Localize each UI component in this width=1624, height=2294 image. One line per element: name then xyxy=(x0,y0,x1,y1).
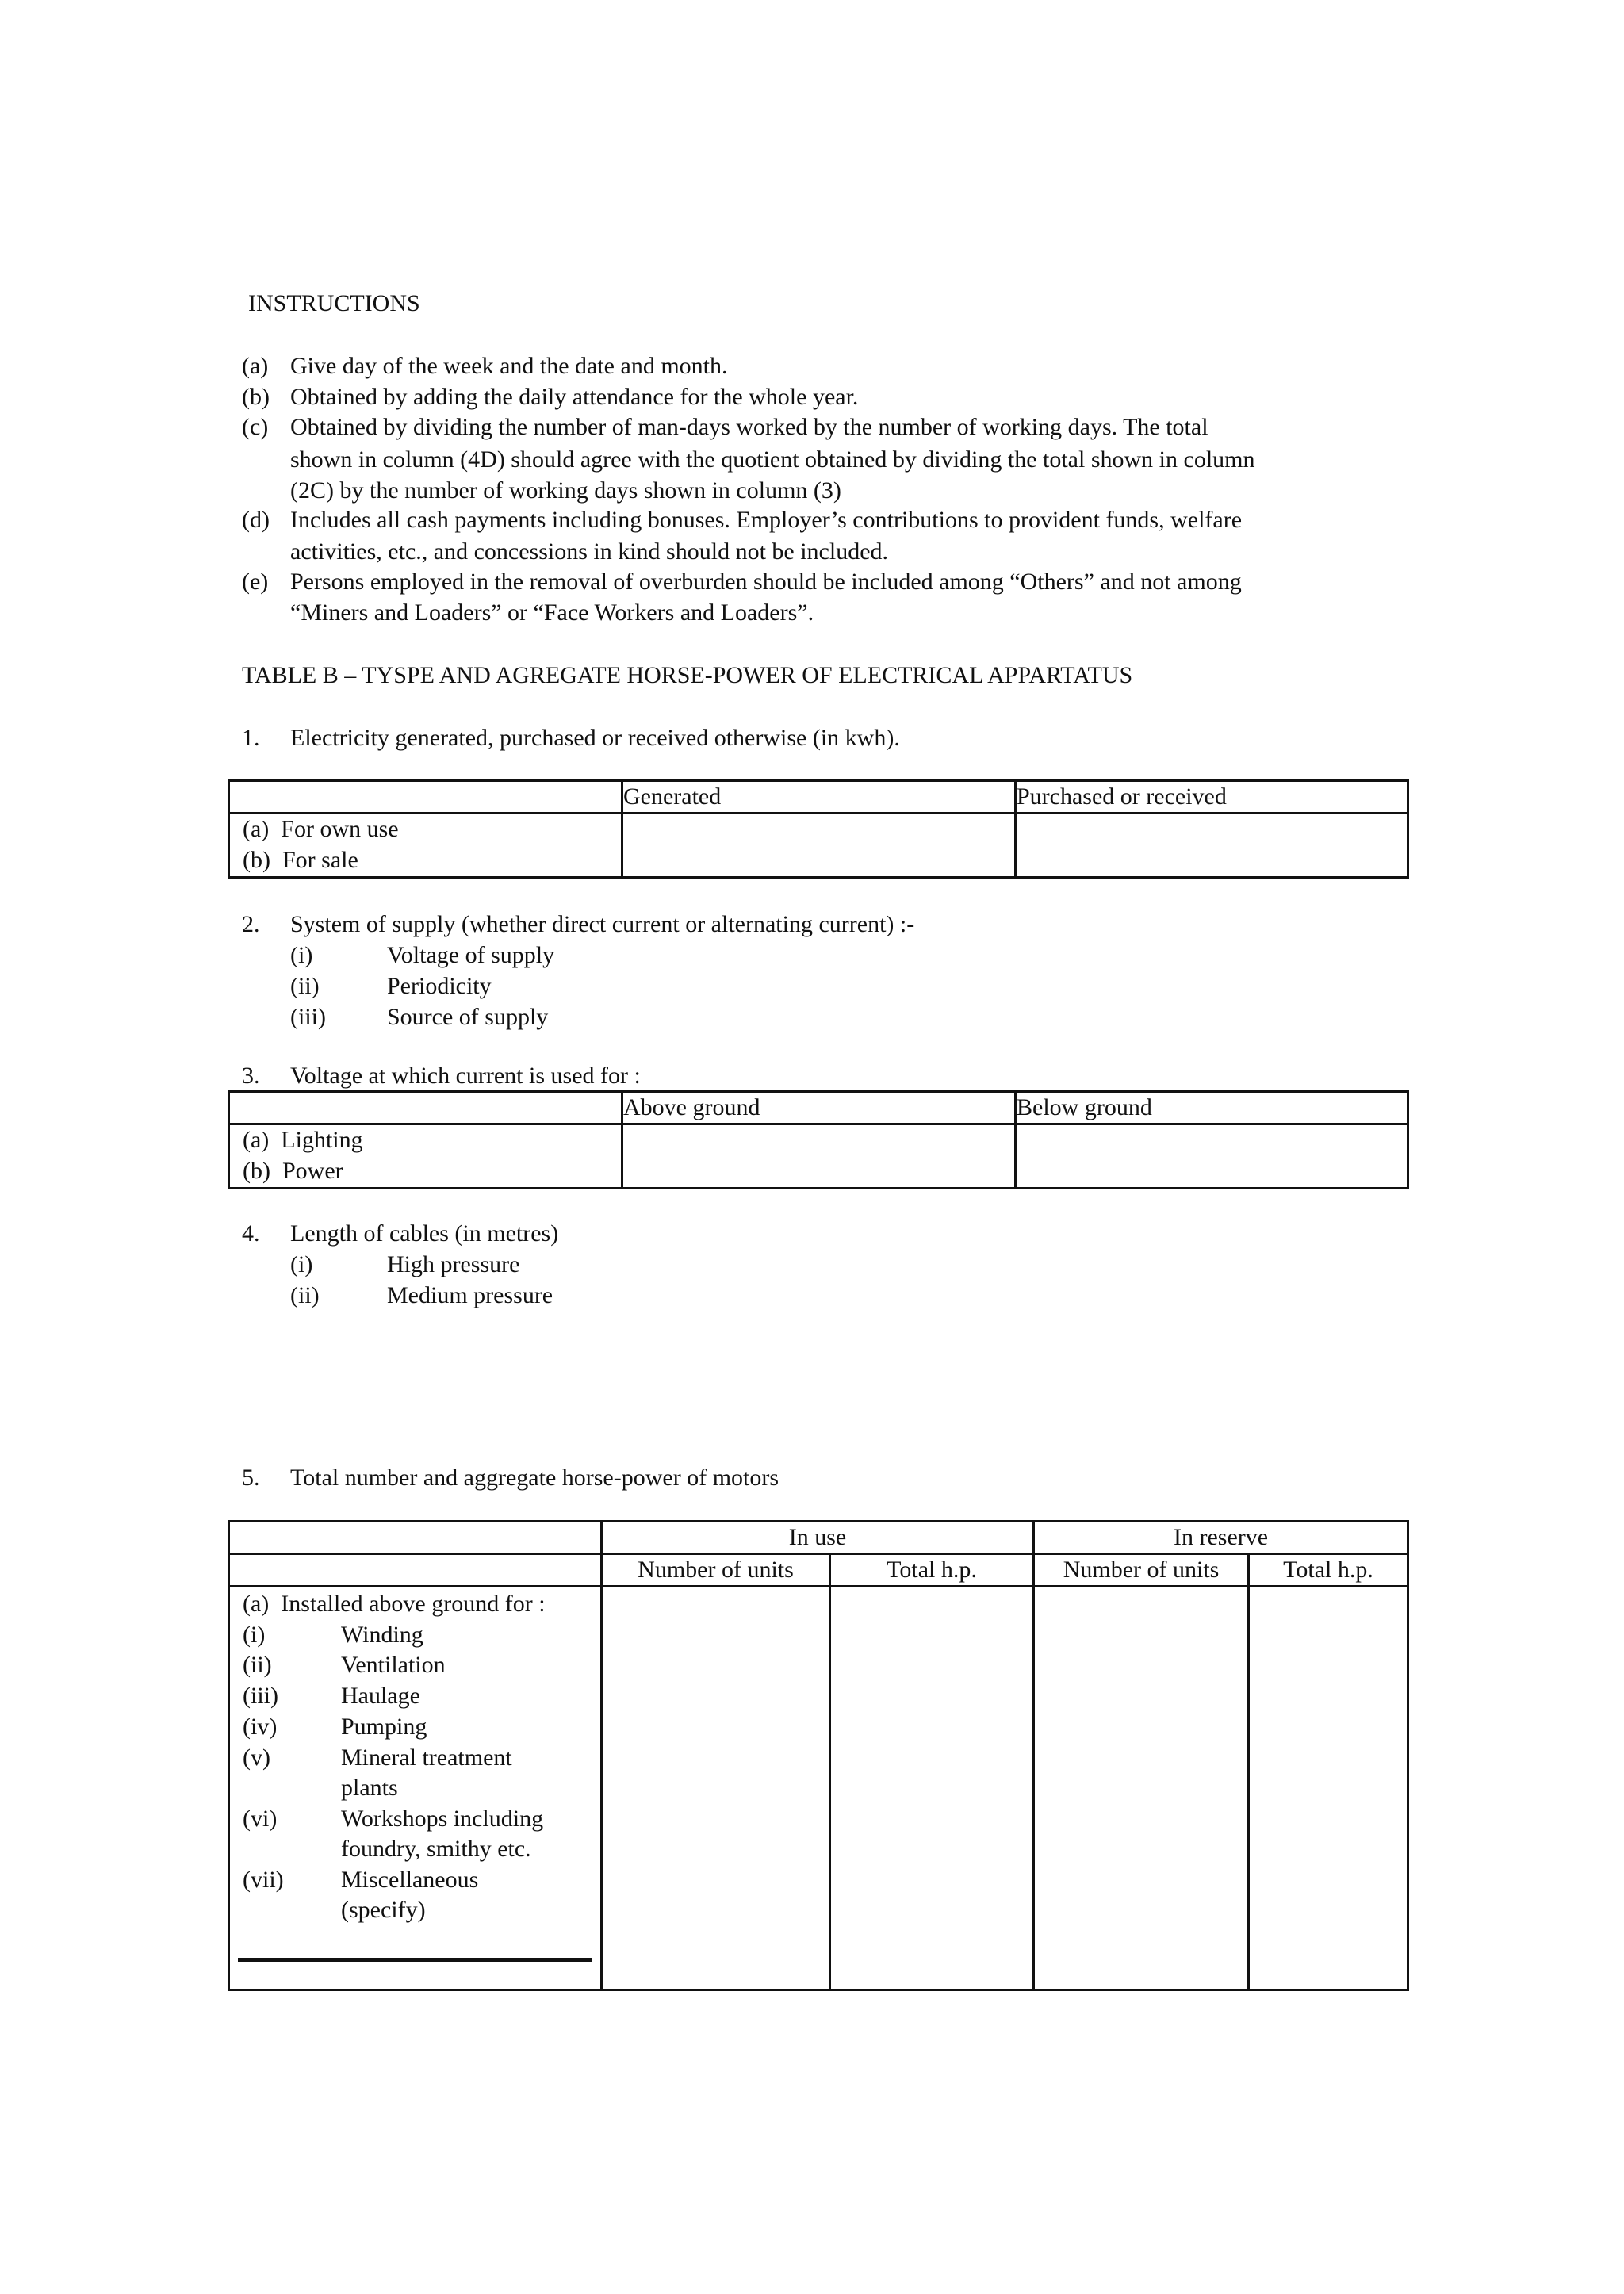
list-item xyxy=(243,1650,600,1681)
mineral-treatment-label-cont: plants xyxy=(341,1775,398,1801)
item-marker: (i) xyxy=(290,1251,313,1277)
high-pressure-label: High pressure xyxy=(387,1251,520,1277)
header-blank-cell xyxy=(229,781,622,814)
q4-text: Length of cables (in metres) xyxy=(290,1220,559,1247)
in-reserve-units-cell[interactable] xyxy=(1034,1587,1249,1990)
instruction-text: Obtained by adding the daily attendance for the whole year. xyxy=(290,384,859,410)
in-reserve-hp-cell[interactable] xyxy=(1249,1587,1408,1990)
instruction-marker: (b) xyxy=(242,384,270,410)
voltage-usage-table xyxy=(228,1090,1409,1189)
voltage-of-supply-label: Voltage of supply xyxy=(387,942,555,968)
total-separator-line xyxy=(238,1958,592,1962)
instructions-heading: INSTRUCTIONS xyxy=(248,290,420,316)
haulage-label: Haulage xyxy=(341,1683,420,1709)
row-labels-cell xyxy=(229,1124,622,1189)
q1-text: Electricity generated, purchased or received otherwise (in kwh). xyxy=(290,725,900,751)
in-use-hp-cell[interactable] xyxy=(830,1587,1034,1990)
instruction-text: shown in column (4D) should agree with the quotient obtained by dividing the total shown in column xyxy=(290,446,1255,473)
instruction-text: Persons employed in the removal of overburden should be included among “Others” and not among xyxy=(290,569,1242,595)
row-label-sale: For sale xyxy=(282,847,358,873)
row-label-power: Power xyxy=(282,1158,343,1184)
item-marker: (ii) xyxy=(290,973,320,999)
medium-pressure-label: Medium pressure xyxy=(387,1282,553,1308)
q5-number: 5. xyxy=(242,1465,260,1491)
motors-table xyxy=(228,1520,1409,1991)
instruction-marker: (c) xyxy=(242,414,269,440)
ventilation-label: Ventilation xyxy=(341,1652,446,1678)
instruction-text: “Miners and Loaders” or “Face Workers and Loaders”. xyxy=(290,599,814,626)
item-marker: (iii) xyxy=(243,1683,278,1709)
miscellaneous-label: Miscellaneous xyxy=(341,1867,479,1893)
instruction-text: (2C) by the number of working days shown in column (3) xyxy=(290,477,841,504)
row-marker: (b) xyxy=(243,1158,270,1184)
col-in-reserve-hp: Total h.p. xyxy=(1249,1554,1408,1587)
col-generated: Generated xyxy=(622,781,1016,814)
above-ground-value-cell[interactable] xyxy=(622,1124,1016,1189)
group-in-reserve: In reserve xyxy=(1034,1522,1408,1554)
periodicity-label: Periodicity xyxy=(387,973,492,999)
header-blank-cell xyxy=(229,1522,602,1554)
header-blank-cell xyxy=(229,1092,622,1124)
q3-text: Voltage at which current is used for : xyxy=(290,1063,641,1089)
instruction-text: Obtained by dividing the number of man-days worked by the number of working days. The total xyxy=(290,414,1208,440)
header-blank-cell xyxy=(229,1554,602,1587)
motor-category-list xyxy=(243,1620,600,1926)
source-of-supply-label: Source of supply xyxy=(387,1004,549,1030)
instruction-marker: (a) xyxy=(242,353,269,379)
q2-text: System of supply (whether direct current or alternating current) :- xyxy=(290,911,915,937)
table-b-title: TABLE B – TYSPE AND AGREGATE HORSE-POWER OF ELECTRICAL APPARTATUS xyxy=(242,662,1133,688)
winding-label: Winding xyxy=(341,1622,423,1648)
q1-number: 1. xyxy=(242,725,260,751)
row-marker: (a) xyxy=(243,1127,270,1153)
row-labels-cell xyxy=(229,814,622,878)
row-marker: (a) xyxy=(243,816,270,842)
instruction-marker: (e) xyxy=(242,569,269,595)
group-in-use: In use xyxy=(602,1522,1034,1554)
row-label-own-use: For own use xyxy=(281,816,399,842)
item-marker: (iii) xyxy=(290,1004,326,1030)
col-in-use-units: Number of units xyxy=(602,1554,830,1587)
list-item xyxy=(243,1620,600,1650)
q5-text: Total number and aggregate horse-power of motors xyxy=(290,1465,779,1491)
item-marker: (iv) xyxy=(243,1714,278,1740)
row-marker: (b) xyxy=(243,847,270,873)
col-in-reserve-units: Number of units xyxy=(1034,1554,1249,1587)
section-label: Installed above ground for : xyxy=(281,1591,546,1617)
list-item xyxy=(243,1804,600,1865)
item-marker: (v) xyxy=(243,1744,270,1771)
below-ground-value-cell[interactable] xyxy=(1016,1124,1408,1189)
item-marker: (ii) xyxy=(290,1282,320,1308)
pumping-label: Pumping xyxy=(341,1714,427,1740)
item-marker: (ii) xyxy=(243,1652,272,1678)
mineral-treatment-label: Mineral treatment xyxy=(341,1744,512,1771)
row-label-lighting: Lighting xyxy=(281,1127,363,1153)
list-item xyxy=(243,1743,600,1804)
instruction-text: Give day of the week and the date and month. xyxy=(290,353,728,379)
item-marker: (vii) xyxy=(243,1867,284,1893)
instruction-text: Includes all cash payments including bonuses. Employer’s contributions to provident funds, welfare xyxy=(290,507,1243,533)
item-marker: (vi) xyxy=(243,1806,278,1832)
in-use-units-cell[interactable] xyxy=(602,1587,830,1990)
motor-categories-cell xyxy=(229,1587,602,1990)
q4-number: 4. xyxy=(242,1220,260,1247)
col-below-ground: Below ground xyxy=(1016,1092,1408,1124)
miscellaneous-label-cont: (specify) xyxy=(341,1897,426,1923)
col-in-use-hp: Total h.p. xyxy=(830,1554,1034,1587)
generated-value-cell[interactable] xyxy=(622,814,1016,878)
q2-number: 2. xyxy=(242,911,260,937)
list-item xyxy=(243,1681,600,1712)
workshops-label-cont: foundry, smithy etc. xyxy=(341,1836,531,1862)
workshops-label: Workshops including xyxy=(341,1806,544,1832)
section-marker: (a) xyxy=(243,1591,270,1617)
list-item xyxy=(243,1712,600,1743)
instruction-text: activities, etc., and concessions in kind should not be included. xyxy=(290,538,889,565)
q3-number: 3. xyxy=(242,1063,260,1089)
purchased-value-cell[interactable] xyxy=(1016,814,1408,878)
col-above-ground: Above ground xyxy=(622,1092,1016,1124)
instruction-marker: (d) xyxy=(242,507,270,533)
item-marker: (i) xyxy=(243,1622,266,1648)
col-purchased: Purchased or received xyxy=(1016,781,1408,814)
item-marker: (i) xyxy=(290,942,313,968)
electricity-table xyxy=(228,779,1409,879)
list-item xyxy=(243,1865,600,1926)
